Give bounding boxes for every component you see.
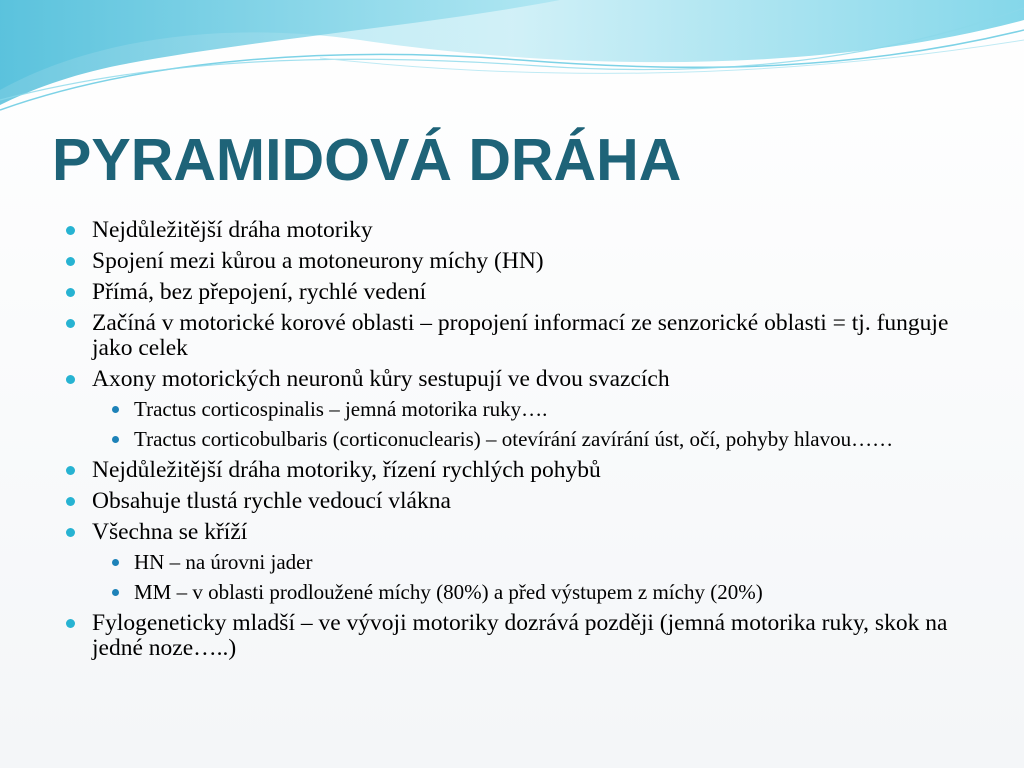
sub-bullet-dot-icon xyxy=(112,436,119,443)
sub-bullet-dot-icon xyxy=(112,406,119,413)
bullet-text: Fylogeneticky mladší – ve vývoji motoriky dozrává později (jemná motorika ruky, skok na jedné noze…..) xyxy=(92,610,948,661)
bullet-dot-icon xyxy=(66,497,75,506)
bullet-dot-icon xyxy=(66,375,75,384)
bullet-dot-icon xyxy=(66,528,75,537)
sub-bullet-list xyxy=(62,398,982,451)
bullet-item xyxy=(62,367,982,451)
bullet-dot-icon xyxy=(66,466,75,475)
header-wave-decoration xyxy=(0,0,1024,130)
sub-bullet-item xyxy=(62,551,982,574)
sub-bullet-text: HN – na úrovni jader xyxy=(134,550,313,574)
sub-bullet-dot-icon xyxy=(112,559,119,566)
sub-bullet-text: MM – v oblasti prodloužené míchy (80%) a před výstupem z míchy (20%) xyxy=(134,580,763,604)
slide-title: PYRAMIDOVÁ DRÁHA xyxy=(52,127,682,193)
bullet-text: Všechna se kříží xyxy=(92,519,248,545)
bullet-text: Přímá, bez přepojení, rychlé vedení xyxy=(92,279,427,305)
bullet-dot-icon xyxy=(66,226,75,235)
bullet-dot-icon xyxy=(66,288,75,297)
bullet-item xyxy=(62,520,982,604)
bullet-dot-icon xyxy=(66,319,75,328)
bullet-item xyxy=(62,489,982,514)
bullet-text: Obsahuje tlustá rychle vedoucí vlákna xyxy=(92,488,451,514)
bullet-list xyxy=(62,218,982,667)
bullet-item xyxy=(62,249,982,274)
bullet-item xyxy=(62,218,982,243)
sub-bullet-text: Tractus corticobulbaris (corticonuclearis) – otevírání zavírání úst, očí, pohyby hlavou…… xyxy=(134,427,894,451)
sub-bullet-list xyxy=(62,551,982,604)
bullet-item xyxy=(62,280,982,305)
sub-bullet-text: Tractus corticospinalis – jemná motorika ruky…. xyxy=(134,397,548,421)
bullet-dot-icon xyxy=(66,619,75,628)
sub-bullet-item xyxy=(62,581,982,604)
bullet-item xyxy=(62,311,982,361)
bullet-text: Spojení mezi kůrou a motoneurony míchy (HN) xyxy=(92,248,544,274)
bullet-item xyxy=(62,611,982,661)
sub-bullet-item xyxy=(62,428,982,451)
sub-bullet-dot-icon xyxy=(112,589,119,596)
sub-bullet-item xyxy=(62,398,982,421)
bullet-text: Začíná v motorické korové oblasti – propojení informací ze senzorické oblasti = tj. funguje jako celek xyxy=(92,310,949,361)
bullet-dot-icon xyxy=(66,257,75,266)
bullet-text: Axony motorických neuronů kůry sestupují ve dvou svazcích xyxy=(92,366,670,392)
bullet-text: Nejdůležitější dráha motoriky xyxy=(92,217,373,243)
bullet-item xyxy=(62,458,982,483)
bullet-text: Nejdůležitější dráha motoriky, řízení rychlých pohybů xyxy=(92,457,601,483)
